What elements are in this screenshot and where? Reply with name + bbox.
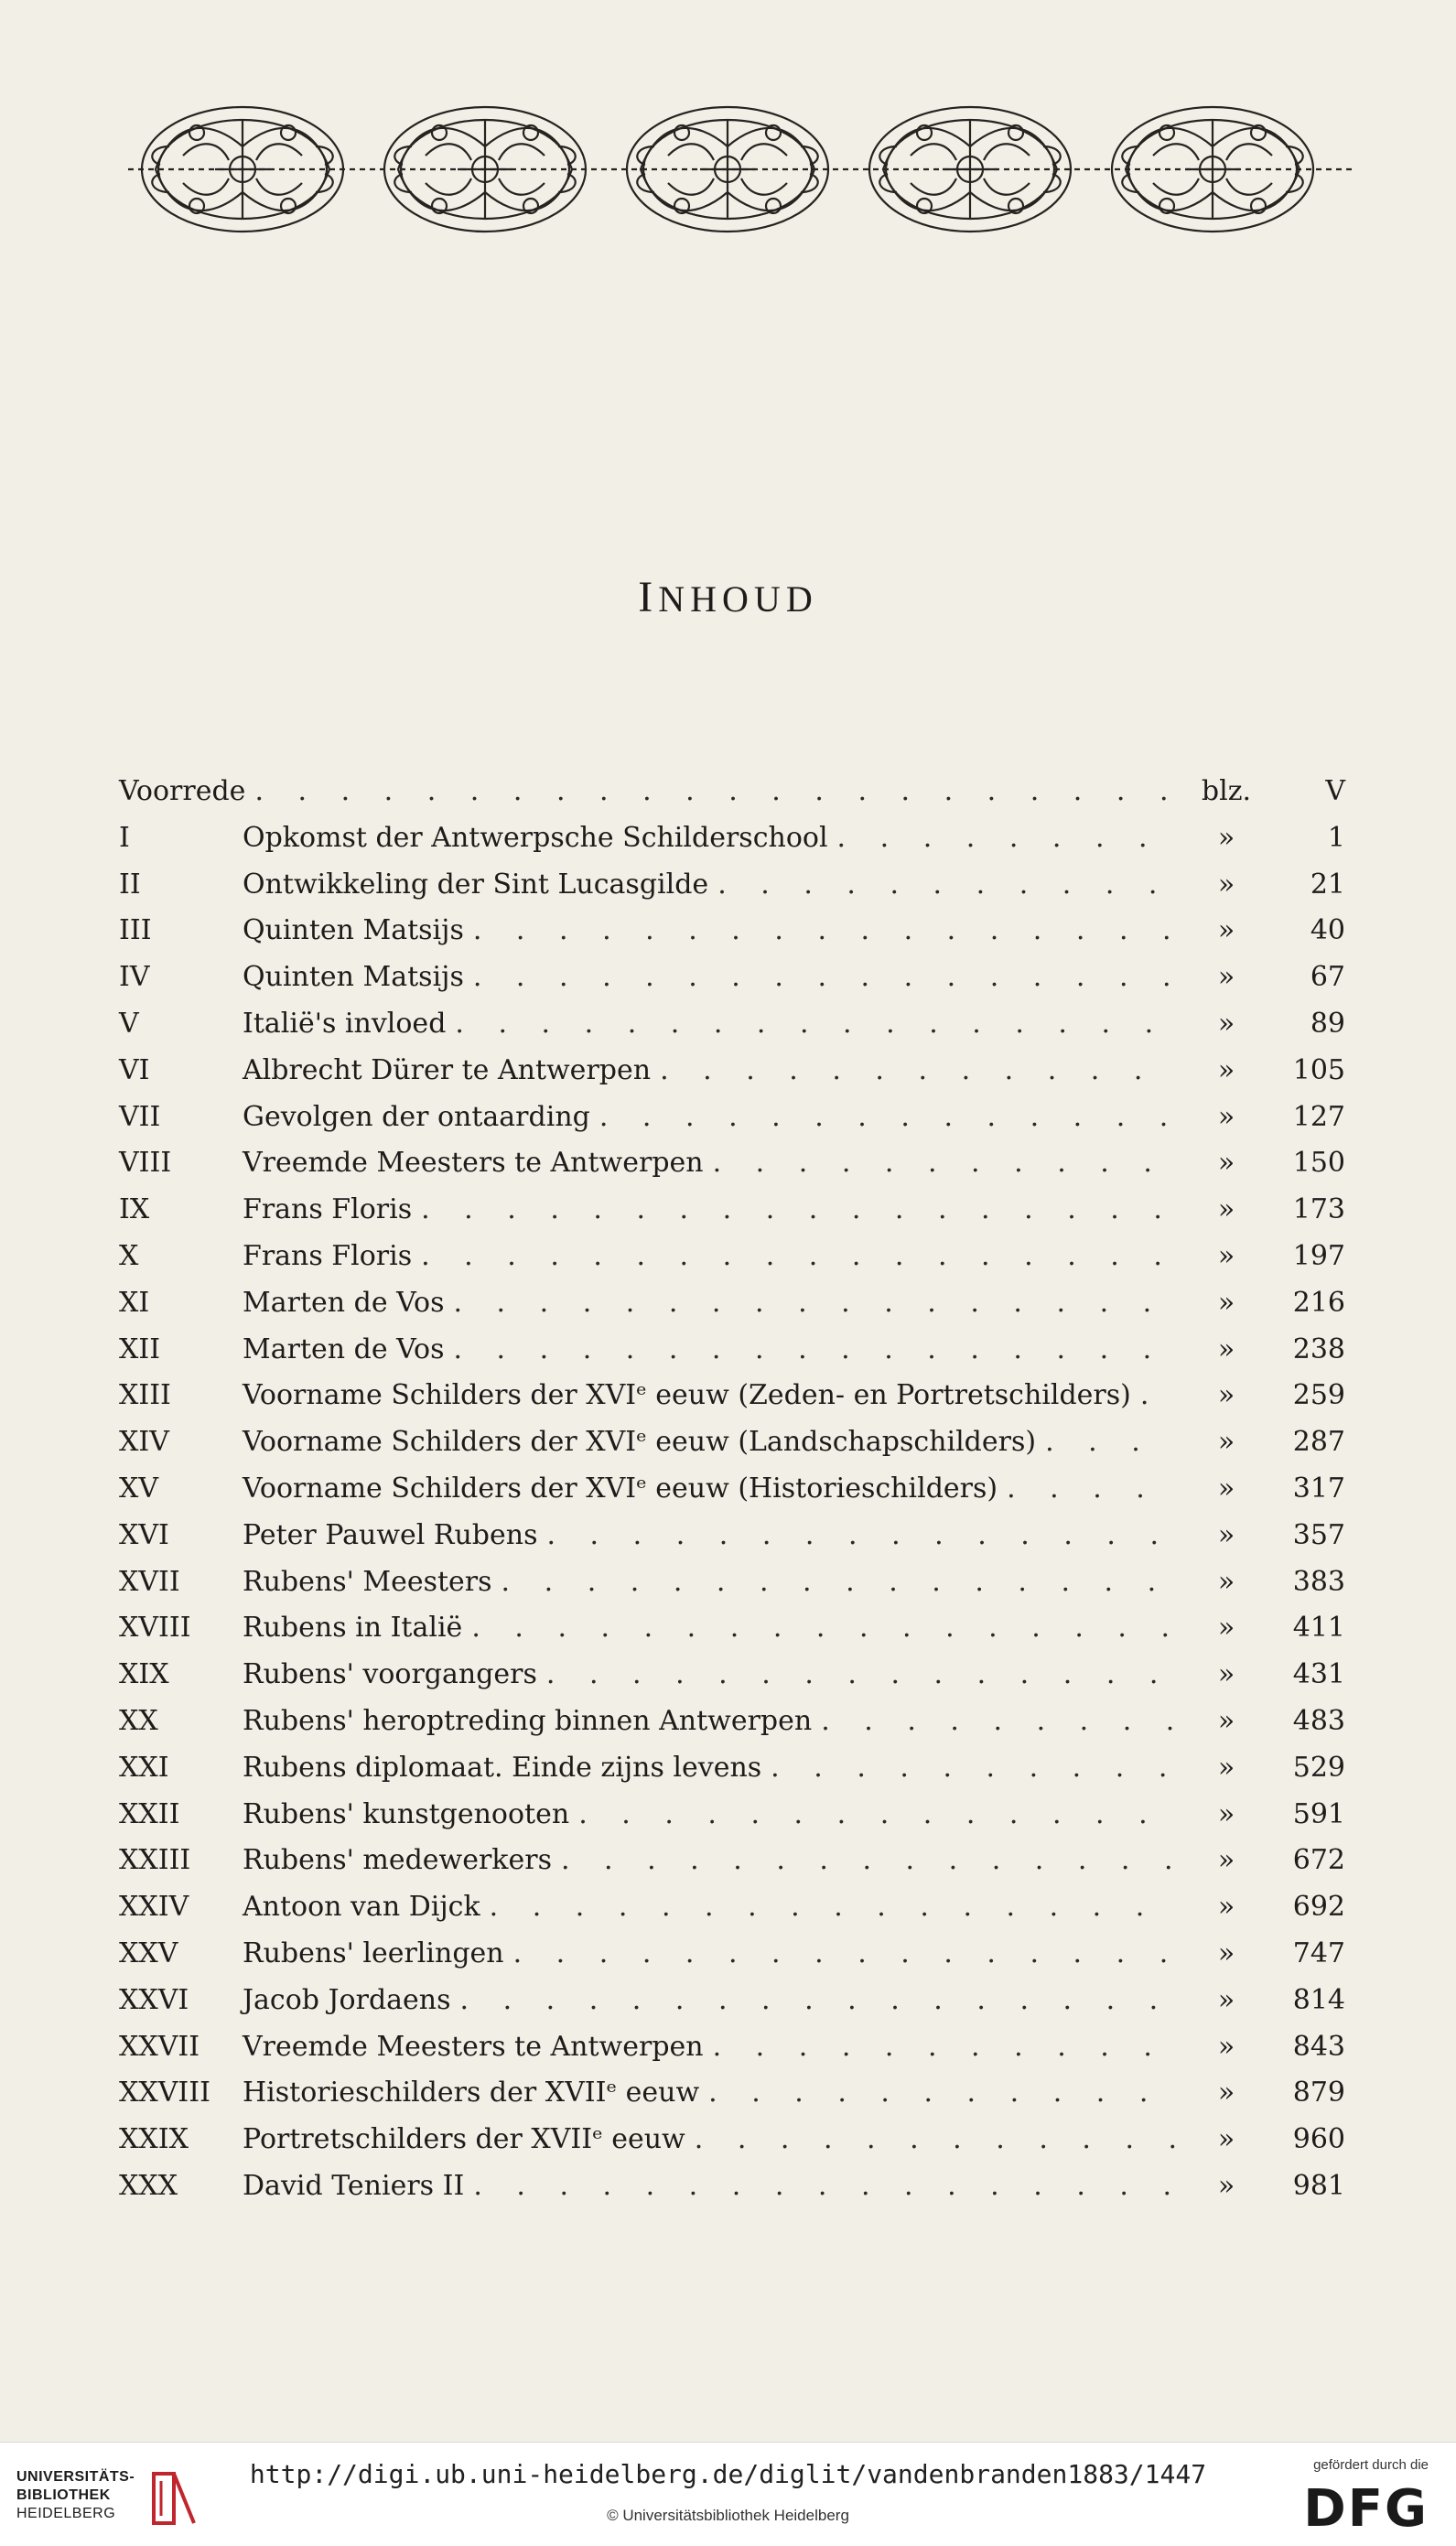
page-marker: blz. bbox=[1201, 775, 1252, 807]
chapter-title: Frans Floris bbox=[243, 1193, 413, 1226]
dot-leader bbox=[717, 862, 1176, 909]
chapter-title: Rubens' leerlingen bbox=[243, 1936, 504, 1969]
toc-entry bbox=[119, 1699, 1345, 1745]
page-marker: » bbox=[1217, 1844, 1235, 1877]
toc-entry bbox=[119, 862, 1345, 909]
toc-entry bbox=[119, 1327, 1345, 1374]
chapter-title: Quinten Matsijs bbox=[243, 914, 464, 947]
chapter-number: XVI bbox=[119, 1518, 169, 1551]
chapter-title: Rubens in Italië bbox=[243, 1612, 463, 1645]
chapter-title: Jacob Jordaens bbox=[243, 1983, 451, 2016]
page-number: 383 bbox=[1292, 1565, 1345, 1598]
dot-leader bbox=[455, 1001, 1176, 1048]
chapter-number: XIII bbox=[119, 1379, 171, 1412]
dot-leader bbox=[502, 1559, 1176, 1606]
toc-entry bbox=[119, 1095, 1345, 1141]
page-number: 843 bbox=[1292, 2030, 1345, 2063]
toc-entry bbox=[119, 2024, 1345, 2071]
page-marker: » bbox=[1217, 868, 1235, 901]
chapter-title: Rubens' Meesters bbox=[243, 1565, 492, 1598]
chapter-number: XII bbox=[119, 1332, 161, 1365]
dot-leader bbox=[453, 1280, 1176, 1327]
chapter-number: XIV bbox=[119, 1426, 169, 1459]
page-number: 150 bbox=[1292, 1147, 1345, 1180]
chapter-title: Marten de Vos bbox=[243, 1332, 445, 1365]
page-marker: » bbox=[1217, 1751, 1235, 1784]
toc-entry bbox=[119, 1559, 1345, 1606]
page-marker: » bbox=[1217, 1053, 1235, 1086]
page-number: 431 bbox=[1292, 1658, 1345, 1691]
dot-leader bbox=[1045, 1419, 1176, 1466]
page-number: 529 bbox=[1292, 1751, 1345, 1784]
dot-leader bbox=[513, 1931, 1176, 1978]
toc-entry bbox=[119, 1373, 1345, 1419]
page-number: 1 bbox=[1327, 821, 1345, 854]
dot-leader bbox=[460, 1978, 1176, 2024]
page-marker: » bbox=[1217, 2123, 1235, 2156]
toc-entry bbox=[119, 1745, 1345, 1792]
toc-entry bbox=[119, 1652, 1345, 1699]
dot-leader bbox=[546, 1513, 1176, 1559]
page-number: 411 bbox=[1292, 1612, 1345, 1645]
chapter-title: Rubens diplomaat. Einde zijns levens bbox=[243, 1751, 762, 1784]
toc-entry bbox=[119, 769, 1345, 815]
dfg-logo: DFG bbox=[1303, 2479, 1429, 2539]
page-number: 197 bbox=[1292, 1239, 1345, 1272]
chapter-title: Rubens' voorgangers bbox=[243, 1658, 537, 1691]
dot-leader bbox=[453, 1327, 1176, 1374]
page-marker: » bbox=[1217, 2077, 1235, 2109]
page-number: 814 bbox=[1292, 1983, 1345, 2016]
chapter-number: XXIV bbox=[119, 1891, 189, 1924]
page-marker: » bbox=[1217, 961, 1235, 994]
chapter-number: XXVII bbox=[119, 2030, 200, 2063]
library-line-3: HEIDELBERG bbox=[16, 2506, 116, 2521]
dot-leader bbox=[421, 1234, 1176, 1280]
page-number: 259 bbox=[1292, 1379, 1345, 1412]
chapter-title: Gevolgen der ontaarding bbox=[243, 1100, 590, 1133]
page-marker: » bbox=[1217, 2169, 1235, 2202]
page-marker: » bbox=[1217, 1100, 1235, 1133]
page-number: 287 bbox=[1292, 1426, 1345, 1459]
page-marker: » bbox=[1217, 1891, 1235, 1924]
page-number: 692 bbox=[1292, 1891, 1345, 1924]
title-rest: NHOUD bbox=[658, 578, 818, 620]
page-marker: » bbox=[1217, 2030, 1235, 2063]
page-marker: » bbox=[1217, 1565, 1235, 1598]
chapter-title: Rubens' kunstgenooten bbox=[243, 1797, 570, 1830]
dot-leader bbox=[473, 955, 1176, 1001]
page-marker: » bbox=[1217, 1797, 1235, 1830]
dot-leader bbox=[713, 2024, 1176, 2071]
chapter-title: Italië's invloed bbox=[243, 1007, 447, 1040]
page-number: 105 bbox=[1292, 1053, 1345, 1086]
chapter-number: IX bbox=[119, 1193, 150, 1226]
page-number: 981 bbox=[1292, 2169, 1345, 2202]
page-marker: » bbox=[1217, 1379, 1235, 1412]
dot-leader bbox=[578, 1792, 1176, 1839]
dot-leader bbox=[837, 815, 1176, 862]
chapter-number: VIII bbox=[119, 1147, 172, 1180]
chapter-number: XXI bbox=[119, 1751, 169, 1784]
page-number: 317 bbox=[1292, 1472, 1345, 1505]
toc-entry bbox=[119, 815, 1345, 862]
page-number: 483 bbox=[1292, 1704, 1345, 1737]
page-marker: » bbox=[1217, 1472, 1235, 1505]
dot-leader bbox=[561, 1838, 1176, 1884]
chapter-number: XXVI bbox=[119, 1983, 189, 2016]
page-number: 216 bbox=[1292, 1286, 1345, 1319]
chapter-number: XX bbox=[119, 1704, 158, 1737]
dot-leader bbox=[473, 908, 1176, 955]
chapter-number: XV bbox=[119, 1472, 159, 1505]
dot-leader bbox=[421, 1187, 1176, 1234]
toc-entry bbox=[119, 1931, 1345, 1978]
dot-leader bbox=[708, 2070, 1176, 2117]
chapter-number: II bbox=[119, 868, 141, 901]
page-marker: » bbox=[1217, 1658, 1235, 1691]
page-marker: » bbox=[1217, 1007, 1235, 1040]
chapter-title: Vreemde Meesters te Antwerpen bbox=[243, 1147, 704, 1180]
page-title bbox=[0, 572, 1456, 622]
toc-entry bbox=[119, 2070, 1345, 2117]
library-line-1: UNIVERSITÄTS- bbox=[16, 2469, 135, 2485]
chapter-title: Marten de Vos bbox=[243, 1286, 445, 1319]
chapter-number: V bbox=[119, 1007, 139, 1040]
page-number: 591 bbox=[1292, 1797, 1345, 1830]
dot-leader bbox=[771, 1745, 1176, 1792]
chapter-number: XXIII bbox=[119, 1844, 191, 1877]
chapter-title: Vreemde Meesters te Antwerpen bbox=[243, 2030, 704, 2063]
chapter-number: XVII bbox=[119, 1565, 180, 1598]
toc-entry bbox=[119, 2163, 1345, 2210]
chapter-number: XIX bbox=[119, 1658, 169, 1691]
toc-entry bbox=[119, 2117, 1345, 2163]
permalink-url[interactable]: http://digi.ub.uni-heidelberg.de/diglit/vandenbranden1883/1447 bbox=[249, 2459, 1207, 2489]
page-number: 879 bbox=[1292, 2077, 1345, 2109]
chapter-title: Voorname Schilders der XVIᵉ eeuw (Landschapschilders) bbox=[243, 1426, 1037, 1459]
page-number: 127 bbox=[1292, 1100, 1345, 1133]
dot-leader bbox=[490, 1884, 1176, 1931]
page-number: 21 bbox=[1310, 868, 1345, 901]
chapter-title: Voorname Schilders der XVIᵉ eeuw (Historieschilders) bbox=[243, 1472, 998, 1505]
toc-entry bbox=[119, 1048, 1345, 1095]
funding-note: gefördert durch die bbox=[1313, 2457, 1429, 2473]
chapter-number: XXV bbox=[119, 1936, 178, 1969]
decorative-ornament-band bbox=[119, 92, 1364, 247]
toc-entry bbox=[119, 1140, 1345, 1187]
dot-leader bbox=[695, 2117, 1176, 2163]
chapter-title: Albrecht Dürer te Antwerpen bbox=[243, 1053, 652, 1086]
chapter-title: Voorrede bbox=[119, 775, 246, 807]
chapter-number: VI bbox=[119, 1053, 150, 1086]
page-number: V bbox=[1325, 775, 1345, 807]
chapter-title: Voorname Schilders der XVIᵉ eeuw (Zeden- en Portretschilders) bbox=[243, 1379, 1131, 1412]
chapter-title: David Teniers II bbox=[243, 2169, 465, 2202]
copyright-notice: © Universitätsbibliothek Heidelberg bbox=[607, 2507, 849, 2524]
chapter-title: Portretschilders der XVIIᵉ eeuw bbox=[243, 2123, 685, 2156]
page-marker: » bbox=[1217, 1518, 1235, 1551]
library-line-2: BIBLIOTHEK bbox=[16, 2487, 111, 2503]
page-number: 67 bbox=[1310, 961, 1345, 994]
toc-entry bbox=[119, 955, 1345, 1001]
chapter-number: X bbox=[119, 1239, 139, 1272]
page-number: 40 bbox=[1310, 914, 1345, 947]
chapter-title: Quinten Matsijs bbox=[243, 961, 464, 994]
chapter-title: Ontwikkeling der Sint Lucasgilde bbox=[243, 868, 709, 901]
page-number: 357 bbox=[1292, 1518, 1345, 1551]
dot-leader bbox=[473, 2163, 1176, 2210]
title-initial: I bbox=[638, 573, 659, 621]
page-marker: » bbox=[1217, 1239, 1235, 1272]
page-marker: » bbox=[1217, 1426, 1235, 1459]
toc-entry bbox=[119, 1466, 1345, 1513]
dot-leader bbox=[821, 1699, 1176, 1745]
page-marker: » bbox=[1217, 821, 1235, 854]
chapter-title: Rubens' medewerkers bbox=[243, 1844, 552, 1877]
page-marker: » bbox=[1217, 1612, 1235, 1645]
chapter-number: XXII bbox=[119, 1797, 180, 1830]
page-marker: » bbox=[1217, 1147, 1235, 1180]
dot-leader bbox=[599, 1095, 1176, 1141]
toc-entry bbox=[119, 908, 1345, 955]
toc-entry bbox=[119, 1884, 1345, 1931]
dot-leader bbox=[471, 1605, 1176, 1652]
digitization-footer bbox=[0, 2442, 1456, 2546]
chapter-title: Historieschilders der XVIIᵉ eeuw bbox=[243, 2077, 700, 2109]
dot-leader bbox=[254, 769, 1176, 815]
toc-entry bbox=[119, 1419, 1345, 1466]
chapter-title: Opkomst der Antwerpsche Schilderschool bbox=[243, 821, 828, 854]
toc-entry bbox=[119, 1978, 1345, 2024]
toc-entry bbox=[119, 1792, 1345, 1839]
toc-entry bbox=[119, 1280, 1345, 1327]
page-marker: » bbox=[1217, 1193, 1235, 1226]
chapter-number: III bbox=[119, 914, 152, 947]
dot-leader bbox=[1007, 1466, 1176, 1513]
page-number: 173 bbox=[1292, 1193, 1345, 1226]
toc-entry bbox=[119, 1513, 1345, 1559]
chapter-number: XXVIII bbox=[119, 2077, 210, 2109]
page-number: 89 bbox=[1310, 1007, 1345, 1040]
chapter-title: Rubens' heroptreding binnen Antwerpen bbox=[243, 1704, 813, 1737]
chapter-number: I bbox=[119, 821, 130, 854]
page-number: 238 bbox=[1292, 1332, 1345, 1365]
page-number: 960 bbox=[1292, 2123, 1345, 2156]
page-marker: » bbox=[1217, 914, 1235, 947]
page-marker: » bbox=[1217, 1936, 1235, 1969]
chapter-title: Frans Floris bbox=[243, 1239, 413, 1272]
toc-entry bbox=[119, 1234, 1345, 1280]
toc-entry bbox=[119, 1838, 1345, 1884]
chapter-number: XI bbox=[119, 1286, 150, 1319]
table-of-contents bbox=[119, 769, 1345, 2210]
dot-leader bbox=[1140, 1373, 1176, 1419]
chapter-number: XVIII bbox=[119, 1612, 191, 1645]
chapter-number: XXX bbox=[119, 2169, 178, 2202]
chapter-title: Antoon van Dijck bbox=[243, 1891, 480, 1924]
page-marker: » bbox=[1217, 1286, 1235, 1319]
dot-leader bbox=[660, 1048, 1176, 1095]
page-marker: » bbox=[1217, 1983, 1235, 2016]
chapter-number: VII bbox=[119, 1100, 161, 1133]
chapter-number: XXIX bbox=[119, 2123, 189, 2156]
page-marker: » bbox=[1217, 1704, 1235, 1737]
dot-leader bbox=[713, 1140, 1176, 1187]
chapter-title: Peter Pauwel Rubens bbox=[243, 1518, 538, 1551]
dot-leader bbox=[546, 1652, 1176, 1699]
page-number: 747 bbox=[1292, 1936, 1345, 1969]
page-number: 672 bbox=[1292, 1844, 1345, 1877]
toc-entry bbox=[119, 1001, 1345, 1048]
chapter-number: IV bbox=[119, 961, 150, 994]
page-marker: » bbox=[1217, 1332, 1235, 1365]
toc-entry bbox=[119, 1605, 1345, 1652]
toc-entry bbox=[119, 1187, 1345, 1234]
